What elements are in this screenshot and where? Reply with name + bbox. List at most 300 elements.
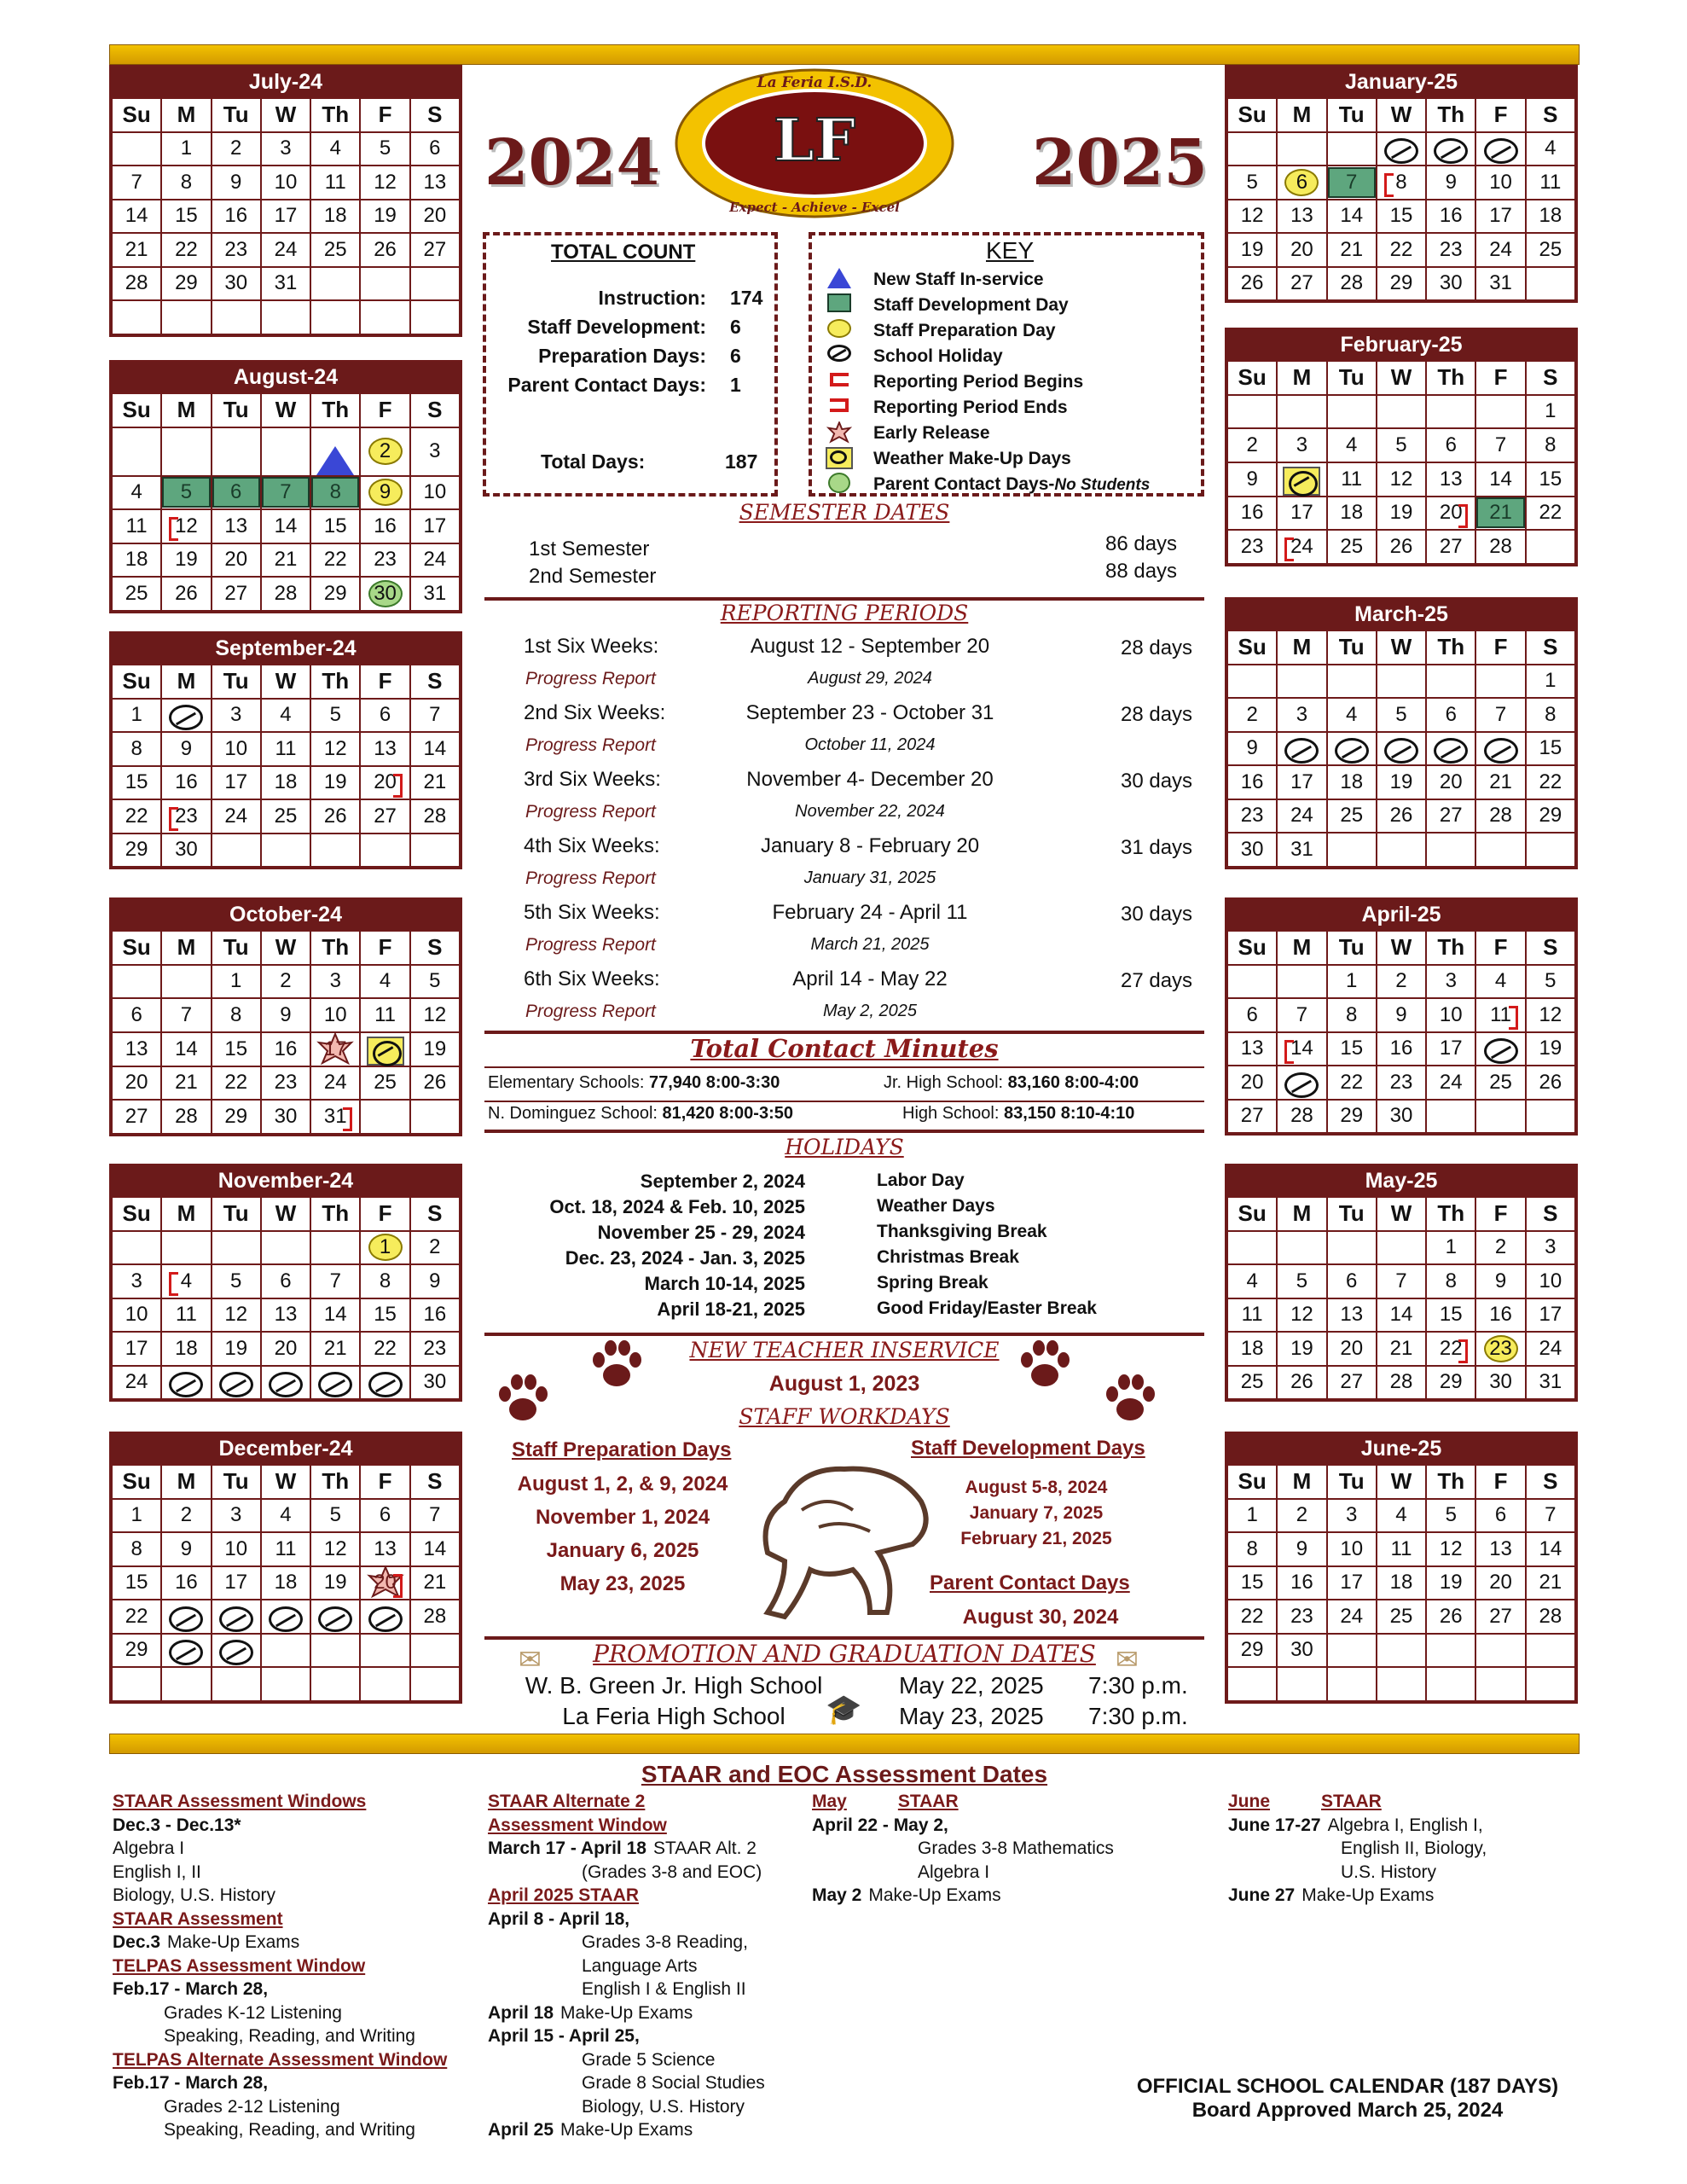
day-number: 4 — [180, 1269, 193, 1292]
key-label — [873, 423, 990, 444]
day-number: 28 — [175, 1104, 198, 1128]
day-cell — [1227, 1566, 1277, 1600]
day-cell — [1475, 166, 1525, 200]
day-cell — [112, 200, 161, 234]
period-days: 28 days — [1121, 636, 1193, 659]
weekday-header: Su — [112, 98, 161, 132]
day-number: 3 — [1445, 969, 1457, 993]
day-number: 30 — [423, 1370, 447, 1394]
weekday-header: Tu — [1327, 1465, 1377, 1499]
day-number: 8 — [1246, 1536, 1258, 1560]
day-cell — [212, 1634, 261, 1668]
bracket-close-icon — [824, 396, 855, 419]
day-number: 7 — [329, 1269, 341, 1292]
semester-title: SEMESTER DATES — [739, 500, 950, 525]
day-number: 3 — [1346, 1503, 1358, 1527]
paw-print-icon — [1017, 1338, 1073, 1395]
district-logo — [674, 67, 955, 220]
month-grid — [1226, 97, 1576, 301]
day-cell — [1277, 233, 1326, 267]
day-cell — [360, 233, 409, 267]
day-cell — [410, 233, 460, 267]
day-cell — [1475, 462, 1525, 497]
day-cell — [1327, 200, 1377, 234]
day-cell — [310, 233, 360, 267]
day-cell — [1327, 965, 1377, 999]
weekday-header: Th — [1426, 361, 1475, 395]
day-cell — [212, 509, 261, 543]
day-number: 22 — [224, 1071, 248, 1095]
period-name: 4th Six Weeks: — [524, 834, 660, 857]
day-cell — [1227, 1366, 1277, 1400]
day-number: 27 — [125, 1104, 148, 1128]
day-number: 16 — [224, 204, 248, 228]
assessment-item — [488, 2003, 693, 2024]
holiday-name: Weather Days — [877, 1196, 995, 1216]
day-number: 9 — [180, 736, 193, 760]
day-number: 20 — [374, 1571, 397, 1594]
day-number: 1 — [180, 136, 193, 160]
day-cell — [310, 1032, 360, 1066]
day-cell — [410, 699, 460, 733]
day-cell — [261, 1366, 310, 1400]
day-number: 19 — [175, 548, 198, 572]
prep-date: January 6, 2025 — [546, 1539, 699, 1562]
day-number: 14 — [1290, 1037, 1313, 1060]
weekday-header: F — [360, 931, 409, 965]
day-cell — [410, 732, 460, 766]
day-cell — [1377, 799, 1426, 834]
progress-report-date: October 11, 2024 — [804, 735, 936, 754]
day-cell — [410, 799, 460, 834]
day-cell — [1526, 530, 1575, 564]
day-cell — [261, 476, 310, 510]
day-cell — [1277, 166, 1326, 200]
day-cell — [1475, 833, 1525, 867]
day-cell — [1227, 1032, 1277, 1066]
key-box — [809, 232, 1204, 497]
day-cell — [261, 1532, 310, 1566]
day-number: 12 — [1290, 1303, 1313, 1327]
graduation-title: PROMOTION AND GRADUATION DATES — [593, 1640, 1096, 1668]
day-cell — [310, 509, 360, 543]
day-cell — [212, 998, 261, 1032]
day-number: 8 — [1445, 1269, 1457, 1292]
inservice-date: August 1, 2023 — [768, 1372, 920, 1396]
day-cell — [310, 427, 360, 476]
day-number: 14 — [1539, 1536, 1562, 1560]
day-cell — [1475, 1332, 1525, 1366]
weekday-header: Su — [1227, 1465, 1277, 1499]
count-value: 6 — [730, 316, 741, 338]
day-number: 16 — [175, 770, 198, 794]
day-number — [169, 1372, 203, 1397]
day-number: 3 — [1296, 433, 1308, 456]
day-cell — [212, 1032, 261, 1066]
day-number: 6 — [379, 703, 391, 727]
day-cell — [112, 1499, 161, 1533]
green-square-icon — [824, 293, 855, 317]
day-number: 2 — [1494, 1235, 1507, 1259]
weekday-header: M — [1277, 1465, 1326, 1499]
day-number: 6 — [280, 1269, 292, 1292]
day-cell — [1526, 1264, 1575, 1298]
calendar-may — [1225, 1164, 1578, 1402]
day-number: 26 — [323, 804, 347, 828]
day-number: 3 — [1296, 702, 1308, 726]
day-number: 13 — [374, 736, 397, 760]
day-number: 30 — [1439, 271, 1463, 295]
day-cell — [1526, 233, 1575, 267]
weekday-header: W — [261, 1465, 310, 1499]
day-cell — [410, 1100, 460, 1134]
assessment-window: April 8 - April 18, — [488, 1908, 630, 1929]
day-cell — [1277, 1100, 1326, 1134]
day-number: 7 — [262, 477, 310, 508]
day-number: 13 — [125, 1037, 148, 1060]
weekday-header: M — [1277, 630, 1326, 665]
day-cell — [161, 1066, 211, 1101]
day-cell — [1327, 1634, 1377, 1668]
day-number: 7 — [1545, 1503, 1557, 1527]
day-number: 13 — [224, 514, 248, 537]
day-number: 2 — [368, 438, 403, 465]
day-cell — [1377, 1667, 1426, 1701]
weekday-header: W — [1377, 1197, 1426, 1231]
day-number: 31 — [1489, 271, 1512, 295]
day-number: 15 — [1240, 1571, 1264, 1594]
year-right: 2025 — [1032, 126, 1208, 200]
day-cell — [1327, 1298, 1377, 1333]
key-label — [873, 474, 1150, 495]
assessment-heading: STAAR Assessment Windows — [113, 1792, 367, 1811]
day-number: 21 — [1389, 1336, 1413, 1360]
day-cell — [1327, 462, 1377, 497]
day-cell — [1526, 665, 1575, 699]
day-cell — [212, 1532, 261, 1566]
day-number: 12 — [1389, 467, 1413, 491]
day-number: 24 — [1340, 1604, 1364, 1628]
day-cell — [261, 1667, 310, 1701]
day-number: 22 — [1539, 770, 1562, 793]
day-number: 24 — [224, 804, 248, 828]
progress-report-date: November 22, 2024 — [795, 802, 945, 821]
day-number: 2 — [230, 136, 242, 160]
day-cell — [310, 965, 360, 999]
day-number — [1434, 738, 1468, 764]
day-number: 22 — [374, 1336, 397, 1360]
day-cell — [261, 732, 310, 766]
day-number: 3 — [329, 969, 341, 993]
day-cell — [261, 1231, 310, 1265]
day-number: 19 — [1389, 770, 1413, 793]
day-cell — [1327, 998, 1377, 1032]
yellow-circle-icon — [824, 319, 855, 342]
weekday-header: S — [410, 1465, 460, 1499]
day-cell — [310, 1499, 360, 1533]
key-label-text: Parent Contact Days- — [873, 474, 1055, 494]
weekday-header: Tu — [1327, 931, 1377, 965]
semester-name: 2nd Semester — [529, 565, 657, 588]
day-cell — [212, 476, 261, 510]
day-number: 19 — [323, 770, 347, 794]
day-cell — [1377, 698, 1426, 732]
period-days: 31 days — [1121, 836, 1193, 859]
year-left: 2024 — [484, 126, 660, 200]
month-grid — [1226, 1196, 1576, 1400]
day-number — [316, 446, 354, 475]
day-number: 6 — [1284, 169, 1319, 196]
day-cell — [360, 1366, 409, 1400]
day-number: 9 — [429, 1269, 441, 1292]
day-number: 27 — [1340, 1370, 1364, 1394]
day-cell — [1377, 497, 1426, 531]
day-number: 5 — [329, 703, 341, 727]
day-number: 11 — [175, 1303, 197, 1327]
divider — [484, 1333, 1204, 1336]
day-cell — [1227, 395, 1277, 429]
day-number: 17 — [1539, 1303, 1562, 1327]
day-cell — [1327, 497, 1377, 531]
key-label — [873, 321, 1056, 341]
key-label — [873, 346, 1003, 367]
day-cell — [1475, 1667, 1525, 1701]
key-title: KEY — [986, 237, 1035, 264]
day-number: 26 — [1439, 1604, 1463, 1628]
day-cell — [1277, 965, 1326, 999]
weekday-header: M — [1277, 361, 1326, 395]
day-number: 17 — [323, 1037, 347, 1060]
day-number: 12 — [374, 170, 397, 194]
month-title: February-25 — [1226, 329, 1576, 360]
day-cell — [261, 233, 310, 267]
weekday-header: Th — [1426, 931, 1475, 965]
day-cell — [112, 427, 161, 476]
day-number: 15 — [125, 1571, 148, 1594]
day-cell — [212, 132, 261, 166]
weekday-header: Th — [1426, 1465, 1475, 1499]
day-number: 6 — [429, 136, 441, 160]
day-number: 5 — [1395, 702, 1407, 726]
day-cell — [1377, 833, 1426, 867]
day-cell — [360, 476, 409, 510]
day-cell — [1475, 267, 1525, 301]
day-number: 8 — [1395, 170, 1407, 194]
day-number — [1484, 138, 1518, 164]
day-number — [1284, 738, 1319, 764]
item-text: Make-Up Exams — [868, 1885, 1001, 1905]
period-dates: September 23 - October 31 — [745, 701, 994, 724]
day-number: 11 — [125, 514, 148, 537]
weekday-header: Tu — [212, 931, 261, 965]
day-number: 23 — [175, 804, 198, 828]
day-number: 12 — [175, 514, 198, 537]
day-number: 13 — [1489, 1536, 1512, 1560]
day-number: 20 — [1290, 237, 1313, 261]
assessment-subject: Language Arts — [582, 1955, 698, 1976]
assessment-item — [113, 1932, 299, 1953]
contact-title: Total Contact Minutes — [690, 1034, 999, 1063]
day-cell — [1426, 462, 1475, 497]
day-cell — [261, 267, 310, 301]
day-number: 23 — [1484, 1335, 1518, 1362]
day-number: 9 — [230, 170, 242, 194]
day-number: 9 — [1494, 1269, 1507, 1292]
calendar-aug — [109, 360, 462, 613]
day-cell — [212, 1231, 261, 1265]
day-cell — [1227, 1634, 1277, 1668]
progress-report-label: Progress Report — [525, 868, 656, 888]
day-cell — [161, 300, 211, 334]
key-label-text: Early Release — [873, 423, 990, 443]
day-cell — [1426, 1532, 1475, 1566]
day-cell — [161, 834, 211, 868]
day-number: 14 — [423, 1536, 447, 1560]
day-cell — [1277, 1066, 1326, 1100]
period-dates: January 8 - February 20 — [760, 834, 980, 857]
count-value: 1 — [730, 374, 741, 396]
contact-row-a — [488, 1073, 780, 1093]
day-number: 22 — [1340, 1070, 1364, 1094]
day-cell — [310, 1667, 360, 1701]
day-cell — [410, 766, 460, 800]
day-number: 8 — [130, 1536, 142, 1560]
svg-text:LF: LF — [773, 107, 856, 175]
day-number: 12 — [1539, 1002, 1562, 1026]
day-cell — [161, 799, 211, 834]
weekday-header: Tu — [1327, 630, 1377, 665]
day-cell — [1327, 132, 1377, 166]
day-number: 18 — [274, 770, 298, 794]
day-cell — [1475, 132, 1525, 166]
item-date: March 17 - April 18 — [488, 1838, 646, 1858]
day-number: 23 — [1389, 1070, 1413, 1094]
day-cell — [1277, 1566, 1326, 1600]
day-cell — [1426, 765, 1475, 799]
day-cell — [1526, 1100, 1575, 1134]
day-cell — [1426, 1032, 1475, 1066]
weekday-header: Tu — [212, 1465, 261, 1499]
day-cell — [1475, 395, 1525, 429]
assessment-subject: Biology, U.S. History — [113, 1885, 275, 1905]
day-cell — [212, 200, 261, 234]
day-number: 2 — [280, 969, 292, 993]
day-cell — [161, 1667, 211, 1701]
weekday-header: W — [261, 393, 310, 427]
day-number: 15 — [323, 514, 347, 537]
day-cell — [1426, 497, 1475, 531]
weekday-header: Su — [1227, 1197, 1277, 1231]
triangle-icon — [824, 268, 855, 293]
calendar-oct — [109, 897, 462, 1136]
day-cell — [112, 1231, 161, 1265]
day-number: 5 — [162, 477, 210, 508]
day-cell — [360, 509, 409, 543]
day-cell — [212, 699, 261, 733]
day-cell — [112, 732, 161, 766]
school-label: Elementary Schools: — [488, 1073, 645, 1092]
day-cell — [1327, 1332, 1377, 1366]
assessment-item — [488, 1838, 757, 1859]
day-number: 10 — [224, 736, 248, 760]
day-number: 4 — [1494, 969, 1507, 993]
weekday-header: W — [1377, 630, 1426, 665]
assessment-title: STAAR and EOC Assessment Dates — [641, 1761, 1048, 1787]
key-label — [873, 372, 1083, 392]
day-number: 14 — [175, 1037, 198, 1060]
weekday-header: W — [1377, 931, 1426, 965]
weekday-header: Th — [1426, 630, 1475, 665]
day-cell — [1227, 665, 1277, 699]
day-number — [1335, 738, 1369, 764]
day-number: 4 — [130, 480, 142, 504]
day-cell — [1327, 1231, 1377, 1265]
day-cell — [360, 1634, 409, 1668]
day-cell — [1475, 530, 1525, 564]
day-number: 14 — [1389, 1303, 1413, 1327]
day-number: 13 — [1240, 1037, 1264, 1060]
diploma-icon: ✉ — [519, 1644, 542, 1675]
day-cell — [410, 543, 460, 578]
weekday-header: Su — [112, 1465, 161, 1499]
contact-row-b — [884, 1073, 1139, 1093]
day-number: 12 — [323, 736, 347, 760]
day-cell — [410, 1566, 460, 1600]
day-number: 5 — [379, 136, 391, 160]
day-cell — [1426, 1499, 1475, 1533]
day-cell — [360, 1032, 409, 1066]
day-cell — [360, 1298, 409, 1333]
day-cell — [1377, 1332, 1426, 1366]
day-cell — [161, 1264, 211, 1298]
month-title: October-24 — [111, 899, 461, 930]
day-cell — [212, 300, 261, 334]
weekday-header: Su — [112, 931, 161, 965]
prep-date: May 23, 2025 — [559, 1572, 686, 1595]
day-cell — [1377, 267, 1426, 301]
day-number — [318, 1606, 352, 1632]
star-icon — [824, 421, 855, 448]
day-cell — [410, 1667, 460, 1701]
day-cell — [1277, 1264, 1326, 1298]
day-number: 9 — [1246, 467, 1258, 491]
day-cell — [1277, 1366, 1326, 1400]
day-number: 2 — [1246, 702, 1258, 726]
day-number — [169, 1640, 203, 1665]
day-cell — [1327, 166, 1377, 200]
day-cell — [112, 132, 161, 166]
day-cell — [410, 132, 460, 166]
day-cell — [1227, 1264, 1277, 1298]
progress-report-label: Progress Report — [525, 802, 656, 822]
day-cell — [1327, 395, 1377, 429]
day-number: 24 — [1489, 237, 1512, 261]
month-grid — [111, 664, 461, 868]
day-cell — [1475, 732, 1525, 766]
day-cell — [310, 732, 360, 766]
day-number: 31 — [1290, 837, 1313, 861]
day-cell — [161, 1298, 211, 1333]
day-number: 5 — [1545, 969, 1557, 993]
day-number: 21 — [423, 770, 447, 794]
period-name: 3rd Six Weeks: — [524, 768, 661, 791]
day-cell — [410, 1600, 460, 1634]
day-cell — [310, 267, 360, 301]
day-cell — [1227, 497, 1277, 531]
holiday-name: Christmas Break — [877, 1247, 1019, 1267]
assessment-heading: STAAR Alternate 2 — [488, 1792, 646, 1811]
day-cell — [1377, 1366, 1426, 1400]
